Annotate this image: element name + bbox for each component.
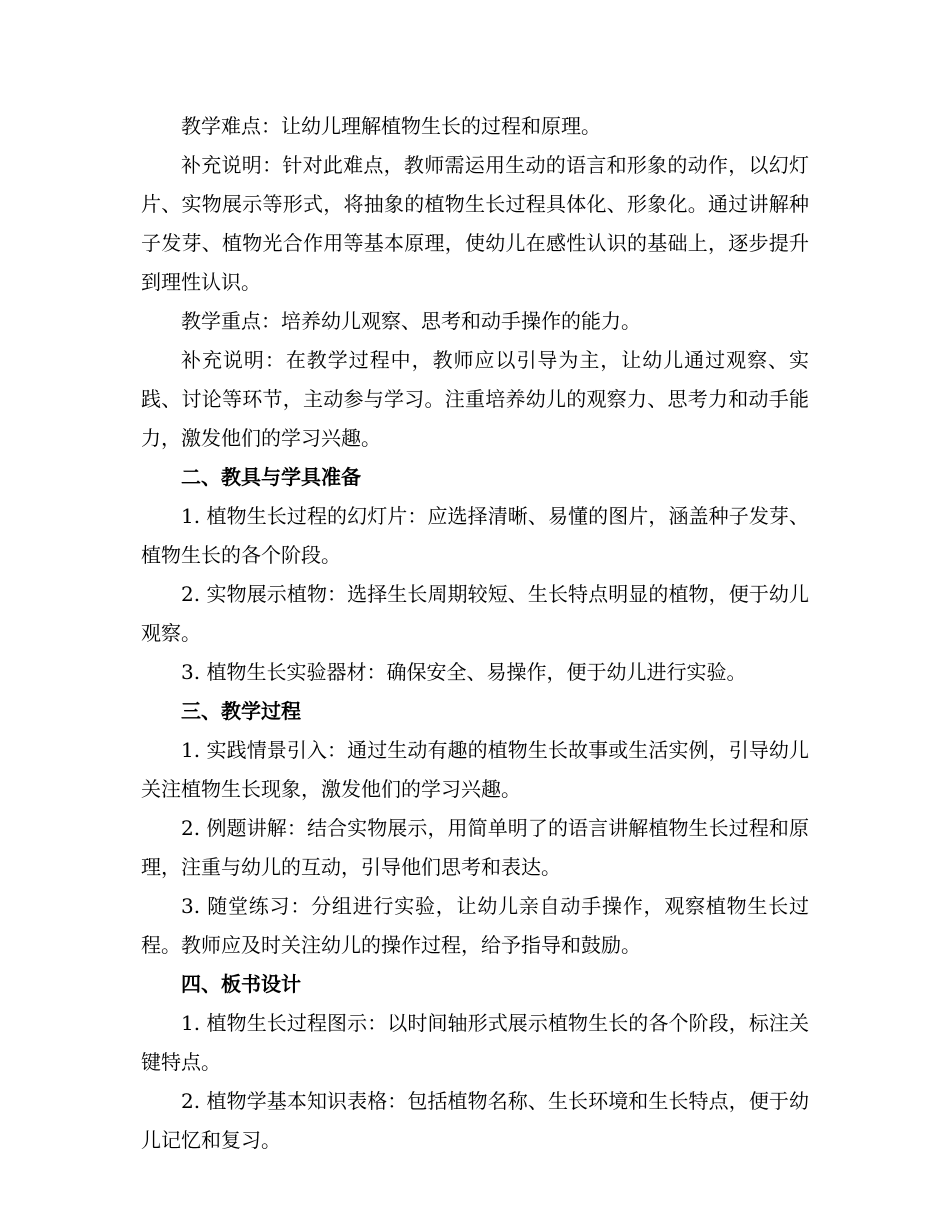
section-heading-board-design: 四、板书设计 (181, 972, 301, 996)
section-heading-process: 三、教学过程 (181, 699, 301, 723)
document-body (141, 107, 809, 1160)
list-item: 1. 植物生长过程图示：以时间轴形式展示植物生长的各个阶段，标注关键特点。 (141, 1011, 809, 1074)
list-item: 1. 植物生长过程的幻灯片：应选择清晰、易懂的图片，涵盖种子发芽、植物生长的各个阶段。 (141, 504, 809, 567)
list-item: 3. 随堂练习：分组进行实验，让幼儿亲自动手操作，观察植物生长过程。教师应及时关注幼儿的操作过程，给予指导和鼓励。 (141, 894, 809, 957)
list-item: 2. 例题讲解：结合实物展示，用简单明了的语言讲解植物生长过程和原理，注重与幼儿的互动，引导他们思考和表达。 (141, 816, 809, 879)
focus-note-paragraph: 补充说明：在教学过程中，教师应以引导为主，让幼儿通过观察、实践、讨论等环节，主动参与学习。注重培养幼儿的观察力、思考力和动手能力，激发他们的学习兴趣。 (141, 348, 809, 450)
list-item: 1. 实践情景引入：通过生动有趣的植物生长故事或生活实例，引导幼儿关注植物生长现象，激发他们的学习兴趣。 (141, 738, 809, 801)
difficulty-paragraph: 教学难点：让幼儿理解植物生长的过程和原理。 (181, 114, 601, 138)
difficulty-note-paragraph: 补充说明：针对此难点，教师需运用生动的语言和形象的动作，以幻灯片、实物展示等形式，将抽象的植物生长过程具体化、形象化。通过讲解种子发芽、植物光合作用等基本原理，使幼儿在感性认识的基础上，逐步提升到理性认识。 (141, 153, 809, 294)
section-heading-materials: 二、教具与学具准备 (181, 465, 361, 489)
list-item: 2. 植物学基本知识表格：包括植物名称、生长环境和生长特点，便于幼儿记忆和复习。 (141, 1089, 809, 1152)
focus-paragraph: 教学重点：培养幼儿观察、思考和动手操作的能力。 (181, 309, 641, 333)
list-item: 3. 植物生长实验器材：确保安全、易操作，便于幼儿进行实验。 (181, 660, 747, 684)
list-item: 2. 实物展示植物：选择生长周期较短、生长特点明显的植物，便于幼儿观察。 (141, 582, 809, 645)
